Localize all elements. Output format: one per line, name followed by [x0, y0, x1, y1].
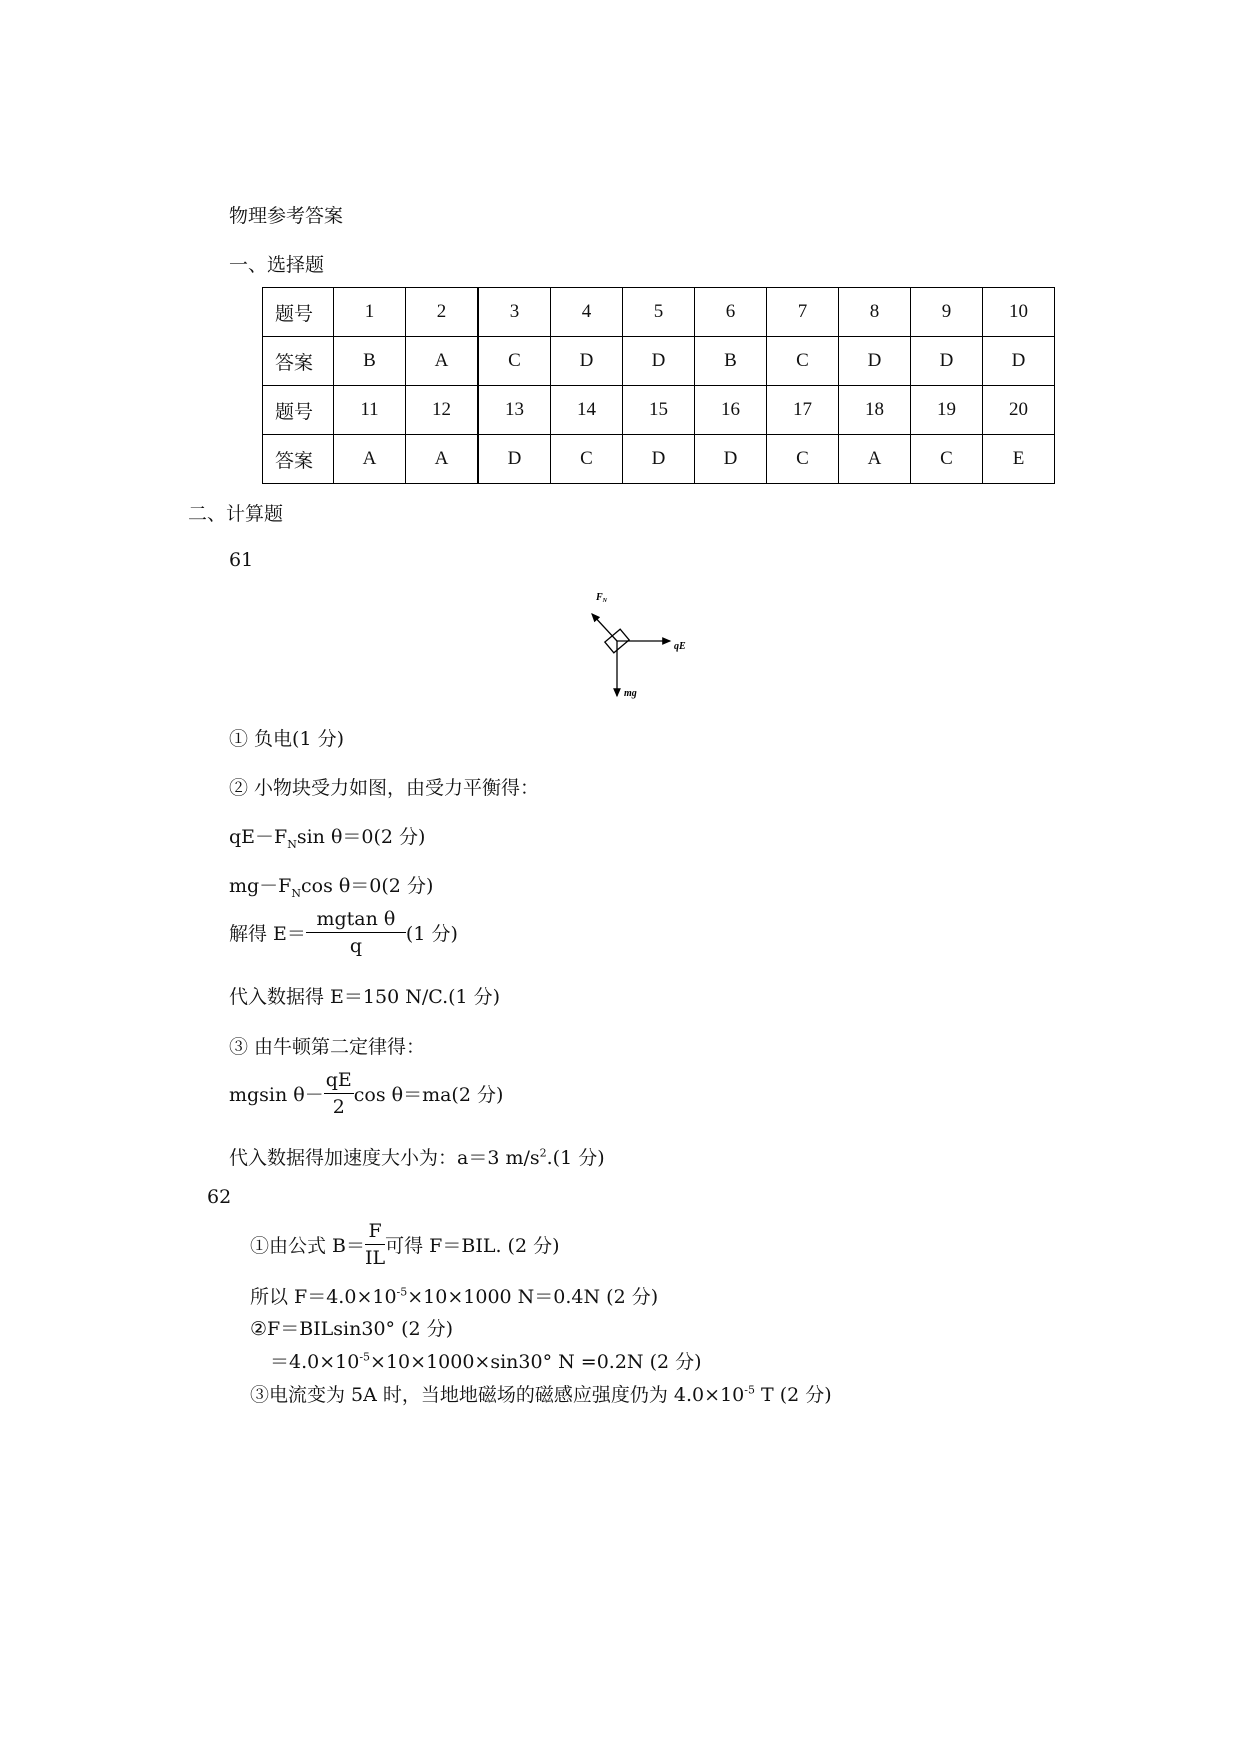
- q61-eq6: 代入数据得加速度大小为：a＝3 $m/s^2.(1$ 分): [229, 1146, 605, 1169]
- answer-cell: E: [983, 435, 1055, 484]
- answer-cell: D: [623, 337, 695, 386]
- q61-eq5: mgsin θ－ $\frac{qE}{2}$ cos θ＝ma(2 分): [229, 1069, 504, 1118]
- question-number-cell: 8: [839, 288, 911, 337]
- question-number-cell: 1: [334, 288, 406, 337]
- table-row: [263, 288, 1055, 337]
- question-number-cell: 13: [478, 386, 551, 435]
- table-row: [263, 386, 1055, 435]
- question-number-cell: 7: [767, 288, 839, 337]
- fraction: $\frac{\text{mgtan θ}}{q}$: [306, 908, 406, 957]
- question-number-cell: 15: [623, 386, 695, 435]
- question-number-cell: 6: [695, 288, 767, 337]
- q62-line5: ③电流变为 5A 时，当地地磁场的磁感应强度仍为 $4.0\times 10^{-5}$ T (2 分): [250, 1383, 832, 1406]
- answer-cell: C: [911, 435, 983, 484]
- table-row: [263, 337, 1055, 386]
- q61-eq3: 解得 E＝ $\frac{\text{mgtan θ}}{q}$ (1 分): [229, 908, 458, 957]
- qe-label: qE: [674, 641, 686, 652]
- answer-cell: A: [334, 435, 406, 484]
- answer-cell: D: [551, 337, 623, 386]
- answer-cell: D: [695, 435, 767, 484]
- problem-61-number: 61: [229, 549, 254, 571]
- q61-step3: ③ 由牛顿第二定律得：: [229, 1036, 426, 1058]
- question-number-cell: 16: [695, 386, 767, 435]
- force-diagram: [580, 588, 720, 708]
- question-number-cell: 11: [334, 386, 406, 435]
- q62-line2: 所以 $F=4.0\times 10^{-5}\times 10\times 1000$ N＝0.4N (2 分): [250, 1285, 659, 1308]
- table-row: [263, 435, 1055, 484]
- answer-cell: A: [406, 435, 479, 484]
- mg-label: mg: [624, 688, 637, 699]
- answer-cell: C: [767, 435, 839, 484]
- fraction: $\frac{qE}{2}$: [325, 1069, 352, 1118]
- answer-table: [262, 287, 1055, 484]
- normal-force-arrow: [592, 614, 617, 641]
- question-number-cell: 18: [839, 386, 911, 435]
- q61-step2: ② 小物块受力如图，由受力平衡得：: [229, 777, 540, 799]
- fn-label: $F_N$: [596, 592, 608, 604]
- section-heading-choice: 一、选择题: [229, 254, 325, 276]
- answer-cell: D: [839, 337, 911, 386]
- question-number-cell: 20: [983, 386, 1055, 435]
- answer-cell: D: [623, 435, 695, 484]
- question-number-cell: 14: [551, 386, 623, 435]
- question-number-cell: 4: [551, 288, 623, 337]
- problem-62-number: 62: [207, 1186, 232, 1208]
- q62-line4: $=4.0\times 10^{-5}\times 10\times 1000\times\sin 30^\circ$ N =0.2N (2 分): [270, 1350, 702, 1373]
- answer-cell: A: [839, 435, 911, 484]
- question-number-cell: 3: [478, 288, 551, 337]
- question-number-cell: 5: [623, 288, 695, 337]
- page-title: 物理参考答案: [229, 205, 344, 227]
- q62-line3: ②F＝BILsin30° (2 分): [250, 1318, 454, 1340]
- answer-cell: D: [983, 337, 1055, 386]
- question-number-cell: 12: [406, 386, 479, 435]
- answer-cell: C: [551, 435, 623, 484]
- q61-step1: ① 负电(1 分): [229, 728, 344, 750]
- q61-eq1: $qE-F_N\sin$ θ＝0(2 分): [229, 826, 426, 851]
- question-number-cell: 9: [911, 288, 983, 337]
- row-label: 答案: [263, 435, 334, 484]
- question-number-cell: 17: [767, 386, 839, 435]
- answer-cell: D: [478, 435, 551, 484]
- q61-eq4: 代入数据得 E＝150 N/C.(1 分): [229, 986, 501, 1008]
- section-heading-calc: 二、计算题: [188, 503, 284, 525]
- q61-eq2: $mg-F_N\cos$ θ＝0(2 分): [229, 875, 434, 900]
- row-label: 答案: [263, 337, 334, 386]
- question-number-cell: 19: [911, 386, 983, 435]
- q62-line1: ①由公式 B＝ $\frac{F}{IL}$ 可得 F＝BIL. (2 分): [250, 1220, 560, 1269]
- question-number-cell: 2: [406, 288, 479, 337]
- row-label: 题号: [263, 386, 334, 435]
- answer-cell: C: [478, 337, 551, 386]
- answer-cell: C: [767, 337, 839, 386]
- question-number-cell: 10: [983, 288, 1055, 337]
- answer-cell: B: [334, 337, 406, 386]
- answer-cell: B: [695, 337, 767, 386]
- answer-cell: D: [911, 337, 983, 386]
- row-label: 题号: [263, 288, 334, 337]
- fraction: $\frac{F}{IL}$: [365, 1220, 386, 1269]
- answer-cell: A: [406, 337, 479, 386]
